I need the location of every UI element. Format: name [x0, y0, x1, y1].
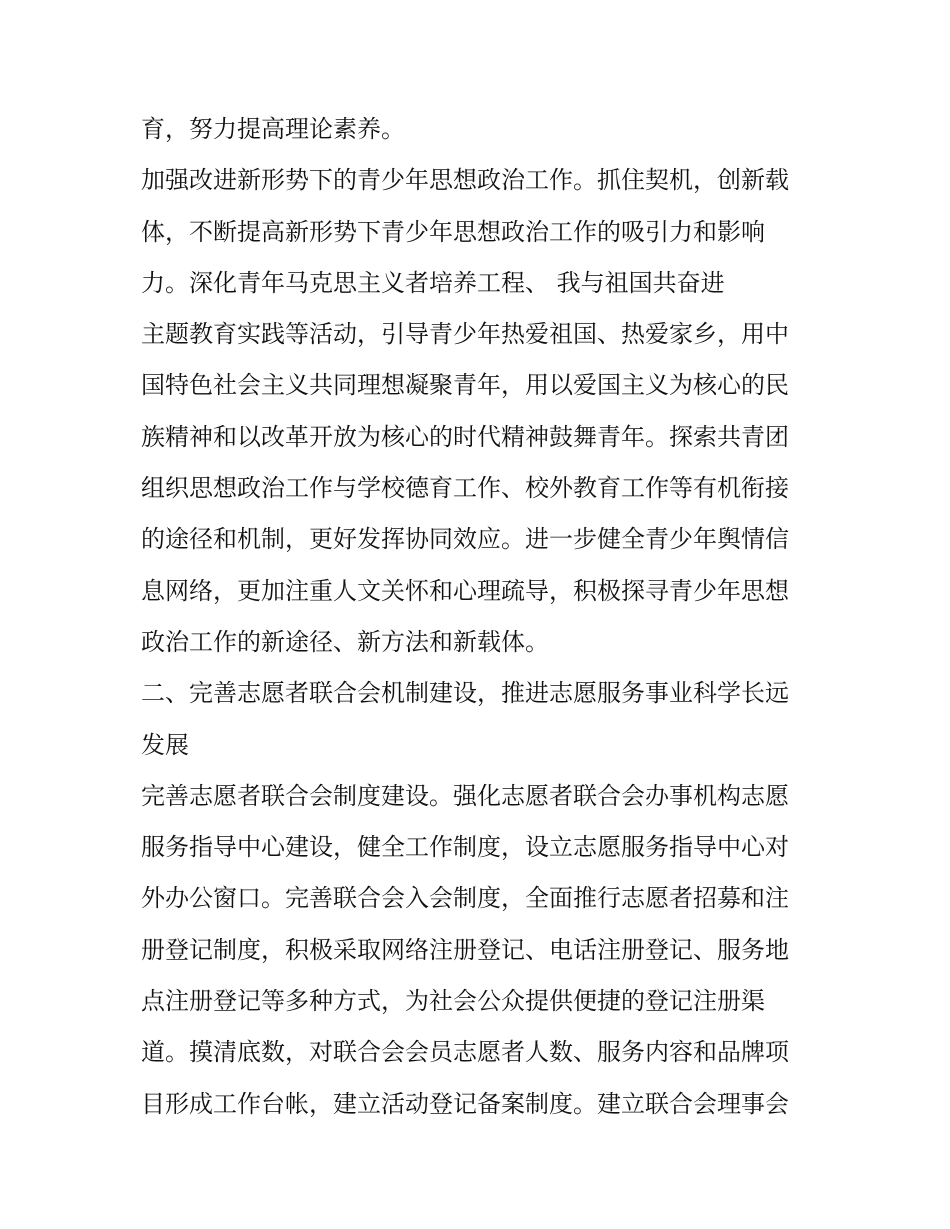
text-line: 完善志愿者联合会制度建设。强化志愿者联合会办事机构志愿	[141, 781, 789, 810]
text-line: 力。深化青年马克思主义者培养工程、 我与祖国共奋进	[141, 268, 725, 297]
text-line: 政治工作的新途径、新方法和新载体。	[141, 627, 549, 656]
text-line: 息网络，更加注重人文关怀和心理疏导，积极探寻青少年思想	[141, 576, 789, 605]
text-line: 主题教育实践等活动，引导青少年热爱祖国、热爱家乡，用中	[141, 320, 789, 349]
text-line: 国特色社会主义共同理想凝聚青年，用以爱国主义为核心的民	[141, 371, 789, 400]
text-line: 外办公窗口。完善联合会入会制度，全面推行志愿者招募和注	[141, 884, 789, 913]
document-body	[141, 104, 831, 1130]
text-line: 目形成工作台帐，建立活动登记备案制度。建立联合会理事会	[141, 1089, 789, 1118]
section-heading-line: 发展	[141, 730, 189, 759]
text-line: 族精神和以改革开放为核心的时代精神鼓舞青年。探索共青团	[141, 422, 789, 451]
text-line: 育，努力提高理论素养。	[141, 115, 405, 143]
section-heading-line: 二、完善志愿者联合会机制建设，推进志愿服务事业科学长远	[141, 679, 789, 708]
text-line: 服务指导中心建设，健全工作制度，设立志愿服务指导中心对	[141, 833, 789, 862]
text-line: 点注册登记等多种方式，为社会公众提供便捷的登记注册渠	[141, 987, 765, 1016]
text-line: 加强改进新形势下的青少年思想政治工作。抓住契机，创新载	[141, 166, 789, 195]
text-line: 组织思想政治工作与学校德育工作、校外教育工作等有机衔接	[141, 474, 789, 503]
text-line: 的途径和机制，更好发挥协同效应。进一步健全青少年舆情信	[141, 525, 789, 554]
text-line: 道。摸清底数，对联合会会员志愿者人数、服务内容和品牌项	[141, 1038, 789, 1067]
text-line: 册登记制度，积极采取网络注册登记、电话注册登记、服务地	[141, 935, 789, 964]
text-line: 体，不断提高新形势下青少年思想政治工作的吸引力和影响	[141, 217, 765, 246]
